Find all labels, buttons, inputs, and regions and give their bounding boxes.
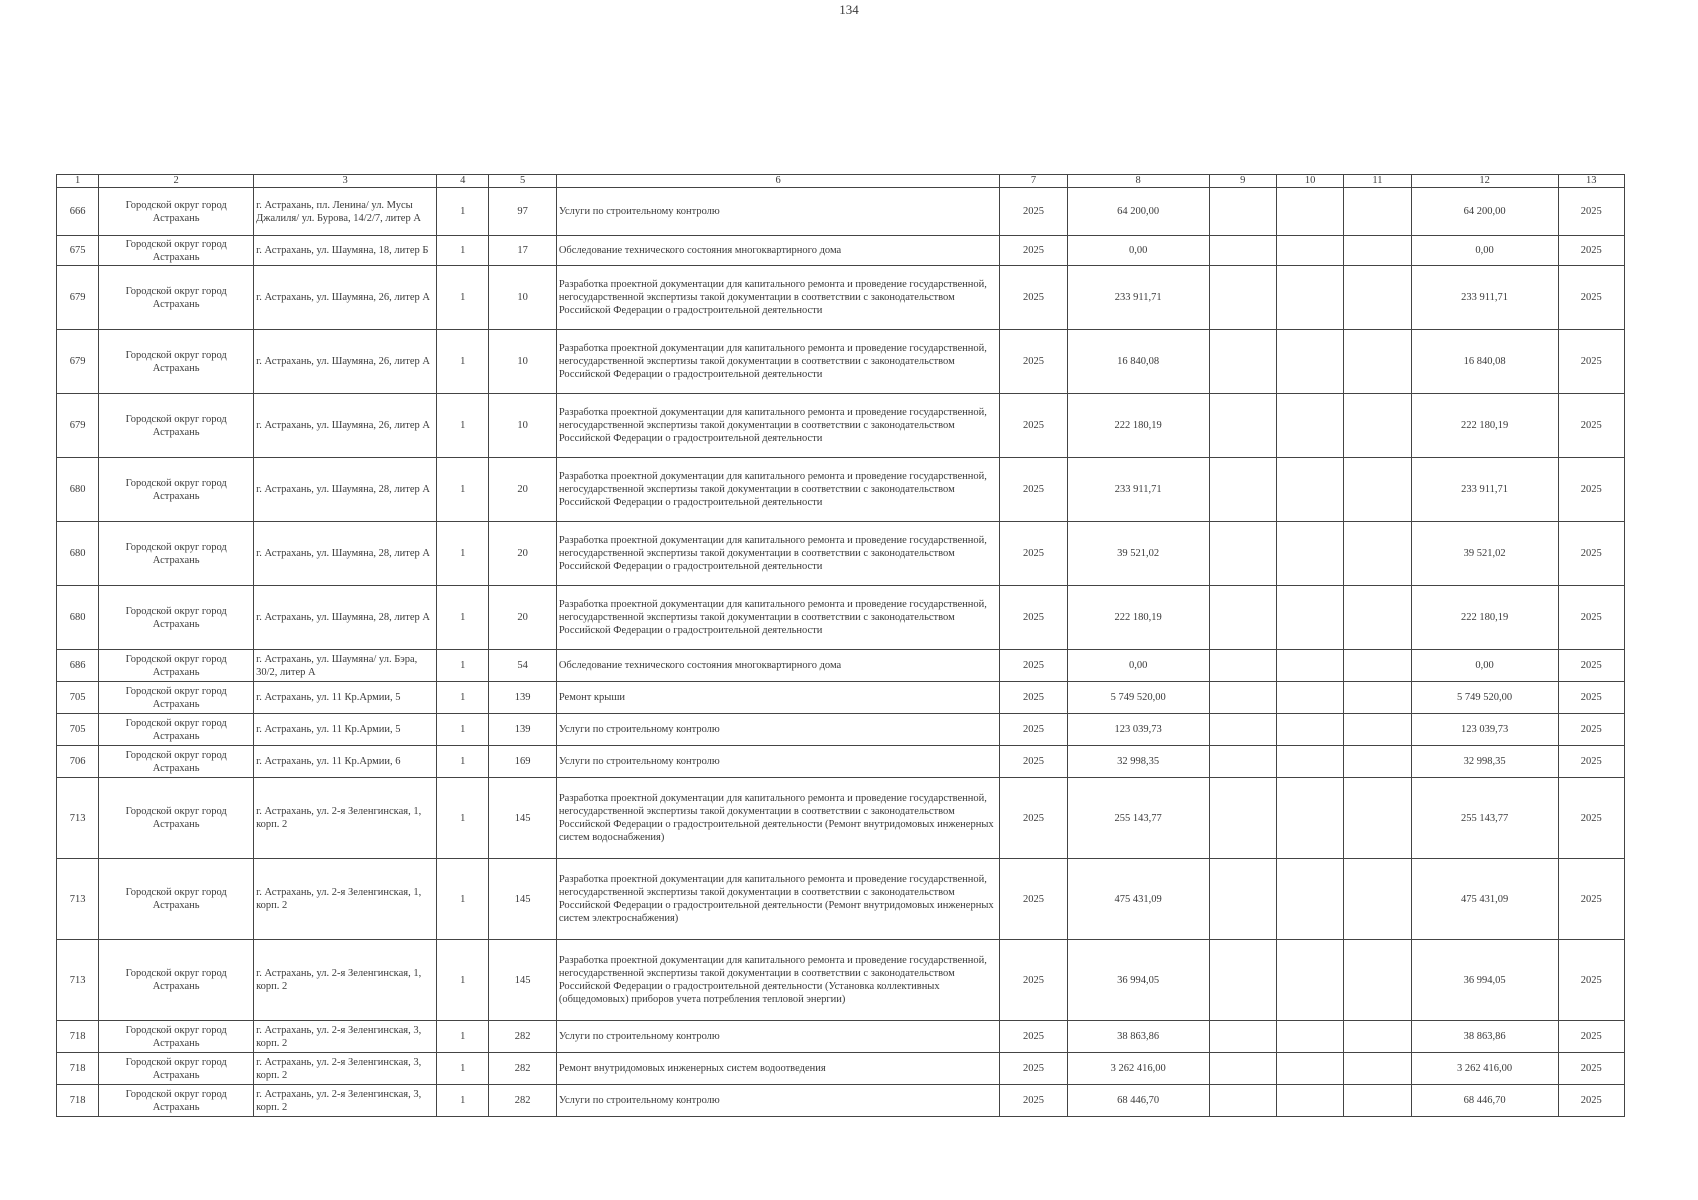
cell-municipality: Городской округ город Астрахань	[99, 236, 254, 266]
table-row	[57, 778, 1625, 859]
cell-address: г. Астрахань, ул. Шаумяна, 26, литер А	[254, 394, 437, 458]
cell-work: Разработка проектной документации для капитального ремонта и проведение государственной, негосударственной экспертизы такой документации в соответствии с законодательством Российской Федерации о градостроительной деятельности	[556, 330, 1000, 394]
cell-municipality: Городской округ город Астрахань	[99, 188, 254, 236]
cell-year-end: 2025	[1558, 458, 1625, 522]
cell-col5: 282	[489, 1053, 556, 1085]
col-header: 8	[1067, 175, 1209, 188]
cell-col4: 1	[437, 650, 489, 682]
cell-year-end: 2025	[1558, 746, 1625, 778]
cell-id: 680	[57, 458, 99, 522]
cell-year: 2025	[1000, 394, 1067, 458]
cell-col11	[1344, 330, 1411, 394]
cell-amount: 38 863,86	[1067, 1021, 1209, 1053]
cell-id: 718	[57, 1053, 99, 1085]
cell-amount: 255 143,77	[1067, 778, 1209, 859]
cell-amount: 5 749 520,00	[1067, 682, 1209, 714]
cell-col4: 1	[437, 1053, 489, 1085]
cell-municipality: Городской округ город Астрахань	[99, 458, 254, 522]
cell-id: 666	[57, 188, 99, 236]
table-row	[57, 522, 1625, 586]
cell-id: 713	[57, 778, 99, 859]
cell-col9	[1209, 1021, 1276, 1053]
cell-work: Услуги по строительному контролю	[556, 1021, 1000, 1053]
cell-year-end: 2025	[1558, 714, 1625, 746]
col-header: 10	[1276, 175, 1343, 188]
cell-address: г. Астрахань, ул. 2-я Зеленгинская, 1, корп. 2	[254, 859, 437, 940]
cell-year-end: 2025	[1558, 1085, 1625, 1117]
cell-year: 2025	[1000, 458, 1067, 522]
cell-col5: 20	[489, 522, 556, 586]
col-header: 4	[437, 175, 489, 188]
cell-work: Разработка проектной документации для капитального ремонта и проведение государственной, негосударственной экспертизы такой документации в соответствии с законодательством Российской Федерации о градостроительной деятельности	[556, 522, 1000, 586]
cell-year: 2025	[1000, 1085, 1067, 1117]
cell-col10	[1276, 859, 1343, 940]
cell-year-end: 2025	[1558, 394, 1625, 458]
col-header: 5	[489, 175, 556, 188]
cell-col5: 10	[489, 394, 556, 458]
cell-col9	[1209, 394, 1276, 458]
cell-work: Ремонт крыши	[556, 682, 1000, 714]
cell-year: 2025	[1000, 746, 1067, 778]
table-row	[57, 1053, 1625, 1085]
cell-year-end: 2025	[1558, 188, 1625, 236]
cell-year-end: 2025	[1558, 330, 1625, 394]
cell-year-end: 2025	[1558, 650, 1625, 682]
cell-id: 679	[57, 330, 99, 394]
cell-municipality: Городской округ город Астрахань	[99, 522, 254, 586]
cell-year-end: 2025	[1558, 522, 1625, 586]
cell-year: 2025	[1000, 522, 1067, 586]
table-row	[57, 266, 1625, 330]
cell-col10	[1276, 682, 1343, 714]
cell-id: 679	[57, 266, 99, 330]
cell-col4: 1	[437, 682, 489, 714]
cell-address: г. Астрахань, ул. Шаумяна, 28, литер А	[254, 458, 437, 522]
cell-col10	[1276, 586, 1343, 650]
cell-municipality: Городской округ город Астрахань	[99, 394, 254, 458]
cell-amount-total: 5 749 520,00	[1411, 682, 1558, 714]
cell-municipality: Городской округ город Астрахань	[99, 650, 254, 682]
cell-address: г. Астрахань, пл. Ленина/ ул. Мусы Джалиля/ ул. Бурова, 14/2/7, литер А	[254, 188, 437, 236]
cell-col4: 1	[437, 458, 489, 522]
cell-amount-total: 255 143,77	[1411, 778, 1558, 859]
cell-col4: 1	[437, 1085, 489, 1117]
cell-amount: 16 840,08	[1067, 330, 1209, 394]
cell-col11	[1344, 188, 1411, 236]
cell-municipality: Городской округ город Астрахань	[99, 1085, 254, 1117]
cell-work: Обследование технического состояния многоквартирного дома	[556, 650, 1000, 682]
cell-year: 2025	[1000, 266, 1067, 330]
cell-amount: 222 180,19	[1067, 586, 1209, 650]
cell-col11	[1344, 859, 1411, 940]
cell-col5: 20	[489, 458, 556, 522]
table-row	[57, 236, 1625, 266]
cell-work: Ремонт внутридомовых инженерных систем водоотведения	[556, 1053, 1000, 1085]
cell-address: г. Астрахань, ул. 2-я Зеленгинская, 1, корп. 2	[254, 940, 437, 1021]
cell-col9	[1209, 746, 1276, 778]
cell-address: г. Астрахань, ул. Шаумяна, 28, литер А	[254, 586, 437, 650]
cell-col5: 17	[489, 236, 556, 266]
cell-col9	[1209, 1053, 1276, 1085]
col-header: 12	[1411, 175, 1558, 188]
cell-col9	[1209, 714, 1276, 746]
cell-work: Услуги по строительному контролю	[556, 1085, 1000, 1117]
cell-municipality: Городской округ город Астрахань	[99, 586, 254, 650]
table-row	[57, 682, 1625, 714]
cell-municipality: Городской округ город Астрахань	[99, 746, 254, 778]
cell-col11	[1344, 236, 1411, 266]
cell-amount-total: 32 998,35	[1411, 746, 1558, 778]
cell-amount-total: 222 180,19	[1411, 394, 1558, 458]
cell-address: г. Астрахань, ул. 11 Кр.Армии, 6	[254, 746, 437, 778]
table-row	[57, 650, 1625, 682]
cell-col10	[1276, 458, 1343, 522]
table-row	[57, 714, 1625, 746]
cell-col4: 1	[437, 330, 489, 394]
cell-col9	[1209, 940, 1276, 1021]
cell-id: 679	[57, 394, 99, 458]
cell-col11	[1344, 778, 1411, 859]
cell-col10	[1276, 714, 1343, 746]
table-row	[57, 940, 1625, 1021]
cell-work: Услуги по строительному контролю	[556, 746, 1000, 778]
cell-amount: 36 994,05	[1067, 940, 1209, 1021]
cell-col9	[1209, 859, 1276, 940]
cell-amount-total: 0,00	[1411, 650, 1558, 682]
works-table	[56, 174, 1625, 1117]
cell-year: 2025	[1000, 586, 1067, 650]
cell-year: 2025	[1000, 714, 1067, 746]
cell-id: 680	[57, 586, 99, 650]
cell-work: Разработка проектной документации для капитального ремонта и проведение государственной, негосударственной экспертизы такой документации в соответствии с законодательством Российской Федерации о градостроительной деятельности	[556, 458, 1000, 522]
cell-col5: 139	[489, 714, 556, 746]
cell-amount-total: 233 911,71	[1411, 266, 1558, 330]
cell-work: Обследование технического состояния многоквартирного дома	[556, 236, 1000, 266]
col-header: 7	[1000, 175, 1067, 188]
cell-address: г. Астрахань, ул. 2-я Зеленгинская, 3, корп. 2	[254, 1021, 437, 1053]
cell-col4: 1	[437, 586, 489, 650]
cell-col9	[1209, 650, 1276, 682]
cell-address: г. Астрахань, ул. Шаумяна, 26, литер А	[254, 330, 437, 394]
cell-id: 705	[57, 714, 99, 746]
cell-col10	[1276, 1053, 1343, 1085]
cell-year: 2025	[1000, 778, 1067, 859]
cell-col11	[1344, 1085, 1411, 1117]
cell-amount: 0,00	[1067, 650, 1209, 682]
cell-year: 2025	[1000, 650, 1067, 682]
cell-year: 2025	[1000, 236, 1067, 266]
cell-col9	[1209, 778, 1276, 859]
cell-col10	[1276, 1021, 1343, 1053]
cell-col11	[1344, 394, 1411, 458]
cell-col11	[1344, 714, 1411, 746]
cell-col11	[1344, 682, 1411, 714]
cell-id: 713	[57, 859, 99, 940]
col-header: 9	[1209, 175, 1276, 188]
cell-amount: 222 180,19	[1067, 394, 1209, 458]
cell-id: 718	[57, 1021, 99, 1053]
cell-work: Разработка проектной документации для капитального ремонта и проведение государственной, негосударственной экспертизы такой документации в соответствии с законодательством Российской Федерации о градостроительной деятельности (Установка коллективных (общедомовых) приборов учета потребления тепловой энергии)	[556, 940, 1000, 1021]
table-row	[57, 458, 1625, 522]
cell-col4: 1	[437, 188, 489, 236]
cell-municipality: Городской округ город Астрахань	[99, 778, 254, 859]
cell-year: 2025	[1000, 330, 1067, 394]
cell-year-end: 2025	[1558, 778, 1625, 859]
cell-amount-total: 38 863,86	[1411, 1021, 1558, 1053]
cell-id: 705	[57, 682, 99, 714]
cell-col9	[1209, 266, 1276, 330]
cell-amount-total: 475 431,09	[1411, 859, 1558, 940]
cell-col10	[1276, 188, 1343, 236]
cell-year: 2025	[1000, 188, 1067, 236]
cell-col10	[1276, 650, 1343, 682]
cell-municipality: Городской округ город Астрахань	[99, 859, 254, 940]
cell-address: г. Астрахань, ул. Шаумяна, 28, литер А	[254, 522, 437, 586]
cell-amount: 0,00	[1067, 236, 1209, 266]
cell-amount-total: 39 521,02	[1411, 522, 1558, 586]
cell-col11	[1344, 1053, 1411, 1085]
cell-year: 2025	[1000, 1021, 1067, 1053]
cell-col10	[1276, 330, 1343, 394]
table-row	[57, 586, 1625, 650]
table-row	[57, 330, 1625, 394]
cell-address: г. Астрахань, ул. Шаумяна/ ул. Бэра, 30/2, литер А	[254, 650, 437, 682]
cell-amount-total: 123 039,73	[1411, 714, 1558, 746]
cell-amount-total: 222 180,19	[1411, 586, 1558, 650]
cell-address: г. Астрахань, ул. Шаумяна, 26, литер А	[254, 266, 437, 330]
cell-col5: 10	[489, 330, 556, 394]
cell-amount-total: 16 840,08	[1411, 330, 1558, 394]
cell-municipality: Городской округ город Астрахань	[99, 940, 254, 1021]
cell-col5: 54	[489, 650, 556, 682]
cell-amount-total: 0,00	[1411, 236, 1558, 266]
cell-municipality: Городской округ город Астрахань	[99, 682, 254, 714]
cell-col4: 1	[437, 714, 489, 746]
col-header: 2	[99, 175, 254, 188]
cell-col4: 1	[437, 394, 489, 458]
cell-amount-total: 64 200,00	[1411, 188, 1558, 236]
cell-col10	[1276, 940, 1343, 1021]
cell-municipality: Городской округ город Астрахань	[99, 1021, 254, 1053]
cell-col11	[1344, 586, 1411, 650]
cell-work: Разработка проектной документации для капитального ремонта и проведение государственной, негосударственной экспертизы такой документации в соответствии с законодательством Российской Федерации о градостроительной деятельности (Ремонт внутридомовых инженерных систем электроснабжения)	[556, 859, 1000, 940]
cell-col11	[1344, 266, 1411, 330]
cell-col5: 10	[489, 266, 556, 330]
cell-id: 713	[57, 940, 99, 1021]
col-header: 13	[1558, 175, 1625, 188]
cell-col10	[1276, 394, 1343, 458]
cell-year: 2025	[1000, 940, 1067, 1021]
cell-year-end: 2025	[1558, 682, 1625, 714]
cell-municipality: Городской округ город Астрахань	[99, 330, 254, 394]
cell-col11	[1344, 746, 1411, 778]
cell-col4: 1	[437, 859, 489, 940]
cell-col10	[1276, 1085, 1343, 1117]
cell-amount: 32 998,35	[1067, 746, 1209, 778]
cell-amount: 475 431,09	[1067, 859, 1209, 940]
header-row	[57, 175, 1625, 188]
cell-col4: 1	[437, 236, 489, 266]
cell-col10	[1276, 778, 1343, 859]
cell-amount-total: 36 994,05	[1411, 940, 1558, 1021]
cell-amount: 233 911,71	[1067, 266, 1209, 330]
col-header: 6	[556, 175, 1000, 188]
cell-amount: 3 262 416,00	[1067, 1053, 1209, 1085]
cell-col5: 145	[489, 859, 556, 940]
cell-address: г. Астрахань, ул. Шаумяна, 18, литер Б	[254, 236, 437, 266]
cell-col10	[1276, 746, 1343, 778]
cell-col11	[1344, 458, 1411, 522]
cell-id: 706	[57, 746, 99, 778]
cell-col4: 1	[437, 1021, 489, 1053]
col-header: 3	[254, 175, 437, 188]
cell-amount-total: 233 911,71	[1411, 458, 1558, 522]
col-header: 1	[57, 175, 99, 188]
cell-col4: 1	[437, 266, 489, 330]
table-row	[57, 188, 1625, 236]
cell-year: 2025	[1000, 682, 1067, 714]
cell-col5: 139	[489, 682, 556, 714]
cell-col11	[1344, 650, 1411, 682]
cell-col5: 145	[489, 778, 556, 859]
cell-amount-total: 3 262 416,00	[1411, 1053, 1558, 1085]
cell-year-end: 2025	[1558, 266, 1625, 330]
cell-amount: 233 911,71	[1067, 458, 1209, 522]
cell-col5: 145	[489, 940, 556, 1021]
cell-address: г. Астрахань, ул. 2-я Зеленгинская, 3, корп. 2	[254, 1053, 437, 1085]
cell-col9	[1209, 236, 1276, 266]
cell-col5: 169	[489, 746, 556, 778]
cell-col11	[1344, 940, 1411, 1021]
col-header: 11	[1344, 175, 1411, 188]
cell-amount-total: 68 446,70	[1411, 1085, 1558, 1117]
table-row	[57, 394, 1625, 458]
cell-address: г. Астрахань, ул. 11 Кр.Армии, 5	[254, 682, 437, 714]
page-number: 134	[839, 2, 859, 17]
cell-work: Разработка проектной документации для капитального ремонта и проведение государственной, негосударственной экспертизы такой документации в соответствии с законодательством Российской Федерации о градостроительной деятельности	[556, 394, 1000, 458]
cell-amount: 123 039,73	[1067, 714, 1209, 746]
table-row	[57, 859, 1625, 940]
cell-id: 718	[57, 1085, 99, 1117]
cell-col5: 97	[489, 188, 556, 236]
cell-amount: 64 200,00	[1067, 188, 1209, 236]
cell-year: 2025	[1000, 1053, 1067, 1085]
table-row	[57, 746, 1625, 778]
cell-col9	[1209, 586, 1276, 650]
cell-id: 680	[57, 522, 99, 586]
cell-col4: 1	[437, 522, 489, 586]
cell-col9	[1209, 458, 1276, 522]
cell-col11	[1344, 522, 1411, 586]
cell-amount: 39 521,02	[1067, 522, 1209, 586]
cell-year-end: 2025	[1558, 859, 1625, 940]
cell-id: 675	[57, 236, 99, 266]
cell-year-end: 2025	[1558, 1053, 1625, 1085]
cell-year-end: 2025	[1558, 1021, 1625, 1053]
cell-work: Разработка проектной документации для капитального ремонта и проведение государственной, негосударственной экспертизы такой документации в соответствии с законодательством Российской Федерации о градостроительной деятельности (Ремонт внутридомовых инженерных систем водоснабжения)	[556, 778, 1000, 859]
cell-col5: 282	[489, 1021, 556, 1053]
cell-id: 686	[57, 650, 99, 682]
cell-year-end: 2025	[1558, 236, 1625, 266]
table-row	[57, 1021, 1625, 1053]
cell-col9	[1209, 522, 1276, 586]
table-row	[57, 1085, 1625, 1117]
cell-address: г. Астрахань, ул. 2-я Зеленгинская, 3, корп. 2	[254, 1085, 437, 1117]
cell-col4: 1	[437, 778, 489, 859]
cell-col11	[1344, 1021, 1411, 1053]
cell-year-end: 2025	[1558, 586, 1625, 650]
cell-col4: 1	[437, 746, 489, 778]
cell-year-end: 2025	[1558, 940, 1625, 1021]
cell-col5: 20	[489, 586, 556, 650]
cell-col9	[1209, 188, 1276, 236]
cell-work: Услуги по строительному контролю	[556, 188, 1000, 236]
cell-col5: 282	[489, 1085, 556, 1117]
cell-address: г. Астрахань, ул. 2-я Зеленгинская, 1, корп. 2	[254, 778, 437, 859]
cell-work: Разработка проектной документации для капитального ремонта и проведение государственной, негосударственной экспертизы такой документации в соответствии с законодательством Российской Федерации о градостроительной деятельности	[556, 266, 1000, 330]
cell-municipality: Городской округ город Астрахань	[99, 266, 254, 330]
cell-col10	[1276, 266, 1343, 330]
cell-col4: 1	[437, 940, 489, 1021]
cell-amount: 68 446,70	[1067, 1085, 1209, 1117]
cell-work: Разработка проектной документации для капитального ремонта и проведение государственной, негосударственной экспертизы такой документации в соответствии с законодательством Российской Федерации о градостроительной деятельности	[556, 586, 1000, 650]
cell-municipality: Городской округ город Астрахань	[99, 1053, 254, 1085]
cell-col9	[1209, 682, 1276, 714]
cell-col9	[1209, 1085, 1276, 1117]
cell-col10	[1276, 522, 1343, 586]
cell-col10	[1276, 236, 1343, 266]
cell-work: Услуги по строительному контролю	[556, 714, 1000, 746]
cell-municipality: Городской округ город Астрахань	[99, 714, 254, 746]
cell-year: 2025	[1000, 859, 1067, 940]
cell-col9	[1209, 330, 1276, 394]
cell-address: г. Астрахань, ул. 11 Кр.Армии, 5	[254, 714, 437, 746]
